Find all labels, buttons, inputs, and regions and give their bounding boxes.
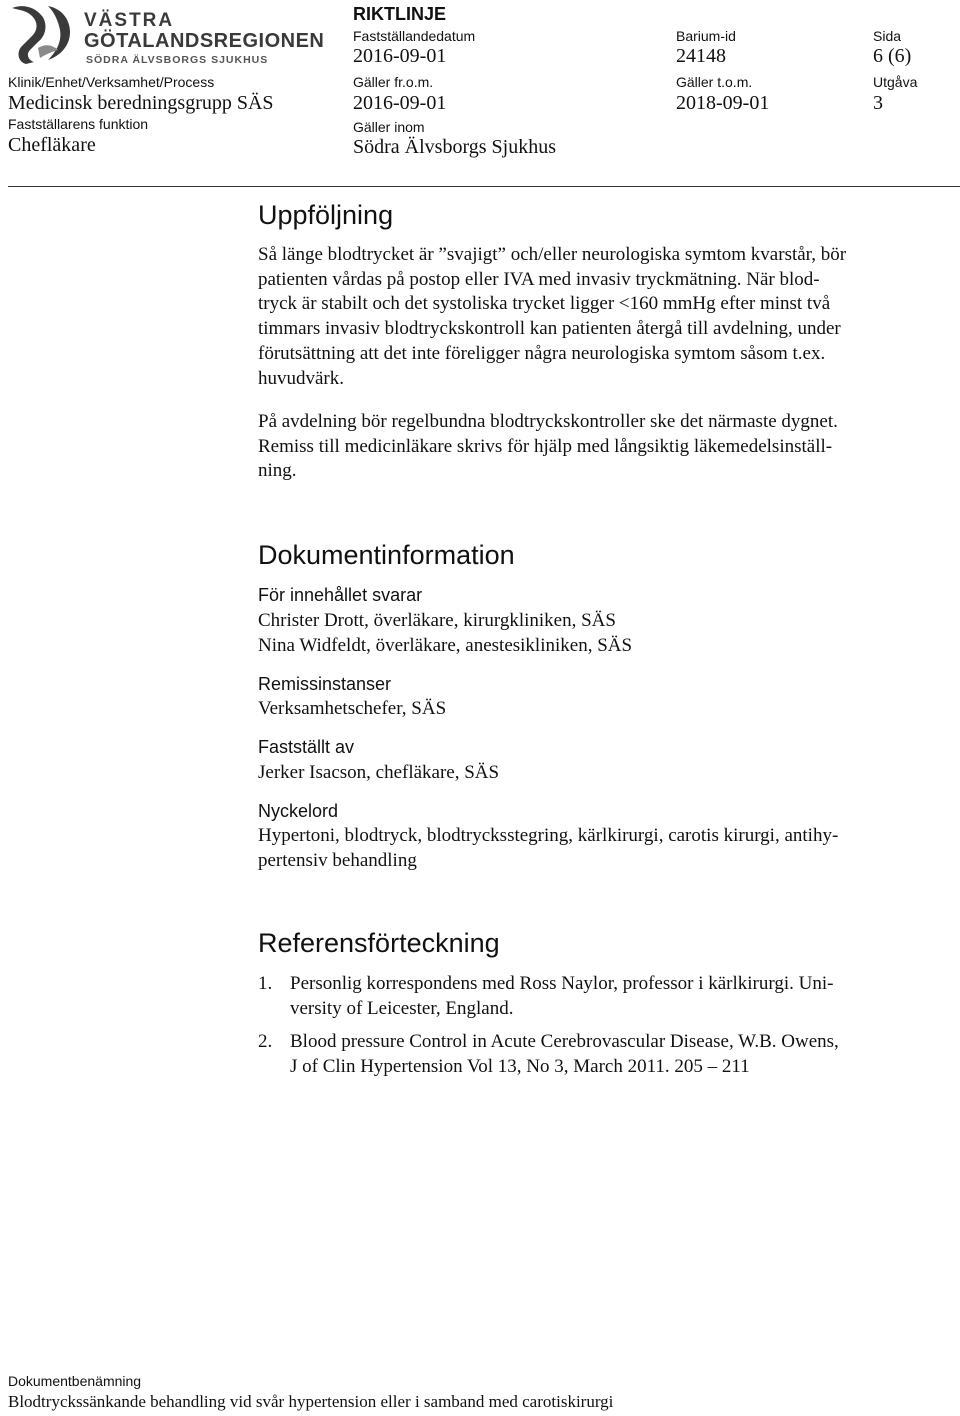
uppfoljning-heading: Uppföljning <box>258 200 394 230</box>
klinik-label: Klinik/Enhet/Verksamhet/Process <box>8 74 215 90</box>
text-line: förutsättning att det inte föreligger några neurologiska symtom såsom t.ex. <box>258 342 826 364</box>
logo <box>8 2 328 70</box>
text-line: Nina Widfeldt, överläkare, anestesikliniken, SÄS <box>258 634 633 656</box>
sida-value: 6 (6) <box>873 45 912 67</box>
faststallande-value: 2016-09-01 <box>353 45 447 67</box>
utgava-label: Utgåva <box>873 74 918 90</box>
text-line: Blood pressure Control in Acute Cerebrovascular Disease, W.B. Owens, <box>290 1031 839 1052</box>
galler-from-value: 2016-09-01 <box>353 92 447 114</box>
text-line: ning. <box>258 460 297 482</box>
reference-number: 1. <box>258 973 273 994</box>
faststallande-label: Fastställandedatum <box>353 28 476 44</box>
remiss-label: Remissinstanser <box>258 674 392 694</box>
footer-label: Dokumentbenämning <box>8 1373 142 1389</box>
funktion-value: Chefläkare <box>8 134 96 156</box>
uppfoljning-paragraph-1 <box>258 243 928 391</box>
galler-tom-value: 2018-09-01 <box>676 92 770 114</box>
nyckelord-list <box>258 824 928 873</box>
reference-item <box>258 1030 938 1080</box>
logo-line3: SÖDRA ÄLVSBORGS SJUKHUS <box>86 54 269 66</box>
text-line: Hypertoni, blodtryck, blodtrycksstegring, kärlkirurgi, carotis kirurgi, antihy- <box>258 825 839 846</box>
text-line: J of Clin Hypertension Vol 13, No 3, March 2011. 205 – 211 <box>290 1055 750 1077</box>
text-line: Så länge blodtrycket är ”svajigt” och/eller neurologiska symtom kvarstår, bör <box>258 244 847 265</box>
reference-text <box>290 972 833 1021</box>
header-divider <box>8 186 960 187</box>
text-line: På avdelning bör regelbundna blodtryckskontroller ske det närmaste dygnet. <box>258 411 838 432</box>
text-line: Remiss till medicinläkare skrivs för hjälp med långsiktig läkemedelsinställ- <box>258 435 833 457</box>
text-line: huvudvärk. <box>258 367 345 389</box>
text-line: timmars invasiv blodtryckskontroll kan patienten återgå till avdelning, under <box>258 318 841 340</box>
ansvar-label: För innehållet svarar <box>258 585 423 605</box>
vgr-emblem-icon <box>8 2 74 68</box>
footer-value: Blodtryckssänkande behandling vid svår hypertension eller i samband med carotiskirurgi <box>8 1392 614 1411</box>
barium-label: Barium-id <box>676 28 736 44</box>
remiss-value: Verksamhetschefer, SÄS <box>258 698 447 719</box>
dokumentinformation-heading: Dokumentinformation <box>258 540 515 570</box>
text-line: tryck är stabilt och det systoliska trycket ligger <160 mmHg efter minst två <box>258 293 831 315</box>
barium-value: 24148 <box>676 45 726 67</box>
klinik-value: Medicinsk beredningsgrupp SÄS <box>8 92 274 114</box>
text-line: Christer Drott, överläkare, kirurgkliniken, SÄS <box>258 610 616 631</box>
nyckelord-label: Nyckelord <box>258 801 339 821</box>
reference-text <box>290 1030 839 1079</box>
utgava-value: 3 <box>873 92 883 114</box>
logo-line2: GÖTALANDSREGIONEN <box>84 30 325 52</box>
referenser-heading: Referensförteckning <box>258 928 500 958</box>
reference-item <box>258 972 938 1022</box>
galler-inom-value: Södra Älvsborgs Sjukhus <box>353 136 556 158</box>
text-line: versity of Leicester, England. <box>290 997 514 1019</box>
galler-tom-label: Gäller t.o.m. <box>676 74 753 90</box>
faststallt-label: Fastställt av <box>258 737 355 757</box>
logo-line1: VÄSTRA <box>84 10 175 31</box>
text-line: pertensiv behandling <box>258 849 417 871</box>
text-line: patienten vårdas på postop eller IVA med invasiv tryckmätning. När blod- <box>258 268 820 290</box>
ansvar-list <box>258 609 928 658</box>
galler-inom-label: Gäller inom <box>353 119 425 135</box>
galler-from-label: Gäller fr.o.m. <box>353 74 434 90</box>
uppfoljning-paragraph-2 <box>258 410 928 484</box>
reference-number: 2. <box>258 1031 273 1052</box>
faststallt-value: Jerker Isacson, chefläkare, SÄS <box>258 762 500 783</box>
doc-type: RIKTLINJE <box>353 4 447 24</box>
sida-label: Sida <box>873 28 902 44</box>
funktion-label: Fastställarens funktion <box>8 116 149 132</box>
text-line: Personlig korrespondens med Ross Naylor, professor i kärlkirurgi. Uni- <box>290 973 834 994</box>
